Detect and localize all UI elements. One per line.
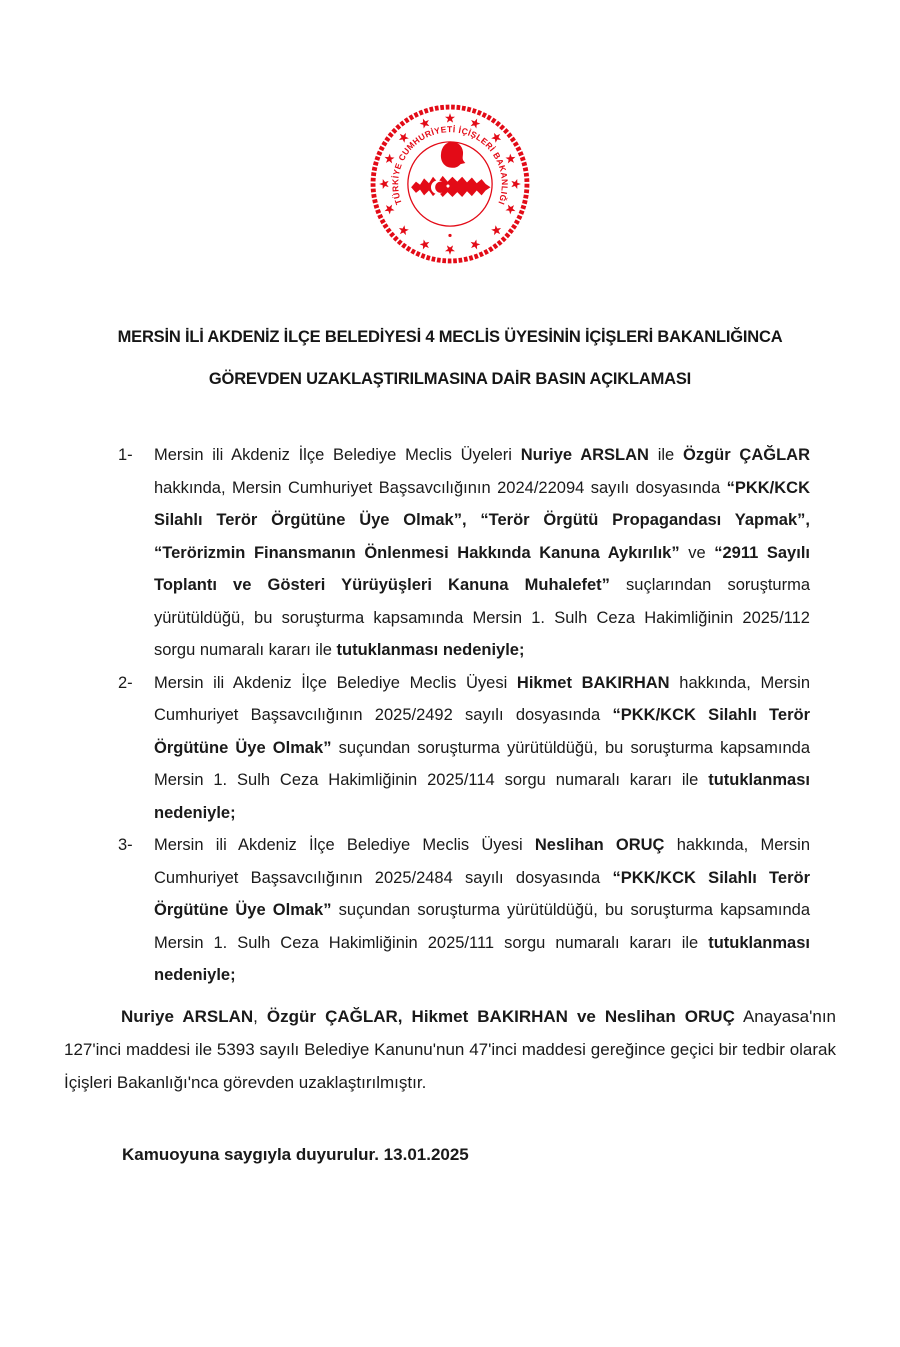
text-segment: hakkında, Mersin Cumhuriyet Başsavcılığının 2025/2484 sayılı dosyasında [154, 836, 811, 887]
bold-text-segment: Özgür ÇAĞLAR, Hikmet BAKIRHAN ve Neslihan ORUÇ [266, 1006, 735, 1026]
text-segment: Anayasa'nın 127'inci maddesi ile 5393 sayılı Belediye Kanunu'nun 47'inci maddesi gereğince geçici bir tedbir olarak İçişleri Bakanlığı'nca görevden uzaklaştırılmıştır. [64, 1006, 836, 1092]
text-segment: hakkında, Mersin Cumhuriyet Başsavcılığının 2024/22094 sayılı dosyasında [154, 478, 727, 497]
numbered-list [118, 439, 810, 992]
item-text [154, 439, 810, 667]
text-segment: suçundan soruşturma yürütüldüğü, bu soruşturma kapsamında Mersin 1. Sulh Ceza Hakimliğinin 2025/114 sorgu numaralı kararı ile [154, 738, 811, 789]
bold-text-segment: Nuriye ARSLAN [121, 1006, 254, 1026]
item-text [154, 829, 810, 992]
list-item-3 [118, 829, 810, 992]
bold-text-segment: tutuklanması nedeniyle; [154, 933, 810, 984]
text-segment: hakkında, Mersin Cumhuriyet Başsavcılığının 2025/2492 sayılı dosyasında [154, 673, 810, 724]
bold-text-segment: Neslihan ORUÇ [534, 836, 665, 854]
item-number: 3- [118, 836, 133, 854]
text-segment: ile [648, 446, 683, 464]
bold-text-segment: tutuklanması nedeniyle; [336, 641, 525, 659]
announcement-footer: Kamuoyuna saygıyla duyurulur. 13.01.2025 [122, 1144, 469, 1164]
title-line-2: GÖREVDEN UZAKLAŞTIRILMASINA DAİR BASIN AÇIKLAMASI [208, 370, 692, 388]
text-segment: , [253, 1006, 267, 1026]
text-segment: Mersin ili Akdeniz İlçe Belediye Meclis Üyesi [154, 673, 517, 692]
bold-text-segment: tutuklanması nedeniyle; [154, 771, 810, 822]
text-segment: ve [679, 543, 715, 562]
list-item-2 [118, 667, 810, 830]
bold-text-segment: Hikmet BAKIRHAN [516, 673, 670, 692]
item-text [154, 667, 810, 830]
ministry-seal-logo [369, 103, 531, 265]
text-segment: Mersin ili Akdeniz İlçe Belediye Meclis Üyeleri [154, 446, 521, 464]
bold-text-segment: “PKK/KCK Silahlı Terör Örgütüne Üye Olmak” [154, 706, 811, 757]
seal-ring-text: TÜRKİYE CUMHURİYETİ İÇİŞLERİ BAKANLIĞI [390, 124, 510, 207]
item-number: 1- [118, 446, 133, 464]
bold-text-segment: “PKK/KCK Silahlı Terör Örgütüne Üye Olmak”, “Terör Örgütü Propagandası Yapmak”, “Terörizmin Finansmanın Önlenmesi Hakkında Kanuna Aykırılık” [154, 478, 810, 562]
bold-text-segment: Nuriye ARSLAN [520, 446, 649, 464]
item-number: 2- [118, 673, 133, 692]
text-segment: suçundan soruşturma yürütüldüğü, bu soruşturma kapsamında Mersin 1. Sulh Ceza Hakimliğinin 2025/111 sorgu numaralı kararı ile [154, 901, 811, 952]
title-line-1: MERSİN İLİ AKDENİZ İLÇE BELEDİYESİ 4 MECLİS ÜYESİNİN İÇİŞLERİ BAKANLIĞINCA [117, 328, 783, 346]
bold-text-segment: “PKK/KCK Silahlı Terör Örgütüne Üye Olmak” [154, 868, 811, 919]
bold-text-segment: Özgür ÇAĞLAR [683, 446, 811, 464]
turkey-map-icon [411, 176, 490, 197]
ataturk-silhouette-icon [441, 142, 466, 168]
press-release-title [0, 327, 900, 389]
closing-paragraph [64, 1000, 836, 1099]
seal-bottom-dot-icon [448, 234, 451, 237]
list-item-1 [118, 439, 810, 667]
text-segment: suçlarından soruşturma yürütüldüğü, bu soruşturma kapsamında Mersin 1. Sulh Ceza Hakimliğinin 2025/112 sorgu numaralı kararı ile [154, 576, 810, 659]
text-segment: Mersin ili Akdeniz İlçe Belediye Meclis Üyesi [154, 836, 535, 854]
bold-text-segment: “2911 Sayılı Toplantı ve Gösteri Yürüyüşleri Kanuna Muhalefet” [154, 543, 810, 594]
